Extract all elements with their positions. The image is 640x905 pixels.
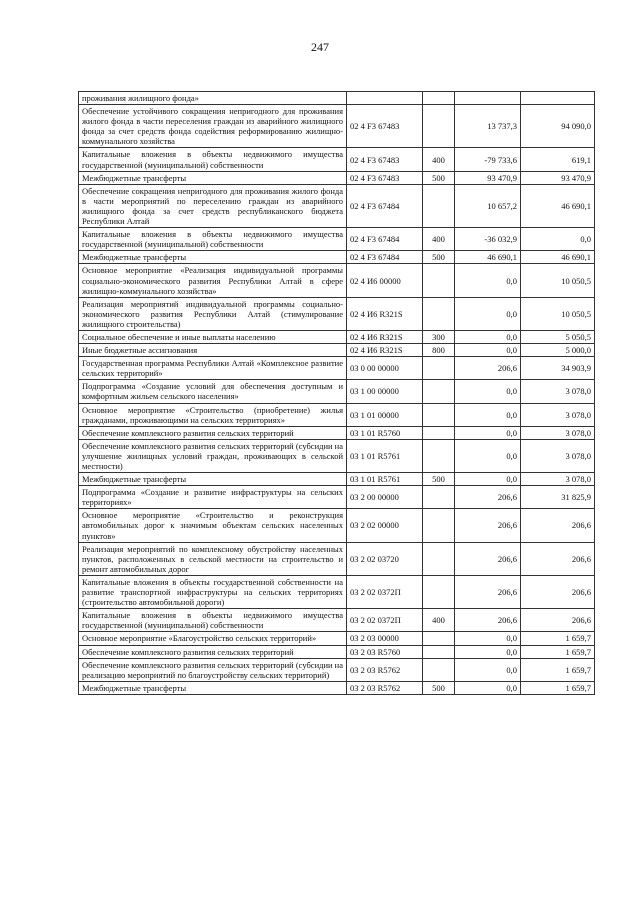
- table-row: [79, 344, 595, 357]
- row-amount-total-cell: 1 659,7: [521, 658, 595, 681]
- row-amount-change-cell: 0,0: [455, 297, 521, 330]
- row-code-cell: 03 1 01 R5761: [347, 439, 423, 472]
- table-row: [79, 509, 595, 542]
- row-expense-type-cell: 500: [423, 171, 455, 184]
- row-expense-type-cell: [423, 403, 455, 426]
- row-code-cell: 02 4 F3 67484: [347, 228, 423, 251]
- row-amount-total-cell: 3 078,0: [521, 426, 595, 439]
- row-amount-total-cell: 3 078,0: [521, 473, 595, 486]
- row-expense-type-cell: [423, 264, 455, 297]
- row-expense-type-cell: [423, 92, 455, 105]
- row-code-cell: 02 4 И6 R321S: [347, 297, 423, 330]
- table-row: [79, 681, 595, 694]
- row-code-cell: 03 2 03 R5762: [347, 681, 423, 694]
- row-expense-type-cell: [423, 357, 455, 380]
- row-amount-total-cell: 94 090,0: [521, 105, 595, 148]
- row-expense-type-cell: [423, 509, 455, 542]
- row-code-cell: 02 4 И6 R321S: [347, 330, 423, 343]
- row-code-cell: 03 1 01 R5761: [347, 473, 423, 486]
- row-amount-total-cell: 206,6: [521, 509, 595, 542]
- row-amount-change-cell: 206,6: [455, 486, 521, 509]
- row-amount-change-cell: 0,0: [455, 344, 521, 357]
- row-code-cell: 03 2 03 R5762: [347, 658, 423, 681]
- row-name-cell: Иные бюджетные ассигнования: [79, 344, 347, 357]
- row-expense-type-cell: 500: [423, 251, 455, 264]
- row-code-cell: 03 1 01 R5760: [347, 426, 423, 439]
- row-amount-total-cell: 0,0: [521, 228, 595, 251]
- row-expense-type-cell: [423, 645, 455, 658]
- table-row: [79, 439, 595, 472]
- row-amount-change-cell: 206,6: [455, 542, 521, 575]
- row-name-cell: Межбюджетные трансферты: [79, 681, 347, 694]
- row-expense-type-cell: 500: [423, 473, 455, 486]
- row-code-cell: 02 4 F3 67483: [347, 171, 423, 184]
- row-expense-type-cell: 800: [423, 344, 455, 357]
- table-row: [79, 486, 595, 509]
- row-name-cell: Основное мероприятие «Благоустройство сельских территорий»: [79, 632, 347, 645]
- table-row: [79, 171, 595, 184]
- row-amount-total-cell: 206,6: [521, 542, 595, 575]
- row-amount-change-cell: 0,0: [455, 439, 521, 472]
- row-code-cell: 02 4 F3 67483: [347, 148, 423, 171]
- row-name-cell: Подпрограмма «Создание и развитие инфраструктуры на сельских территориях»: [79, 486, 347, 509]
- row-amount-total-cell: 46 690,1: [521, 184, 595, 227]
- row-name-cell: Обеспечение комплексного развития сельских территорий: [79, 426, 347, 439]
- row-expense-type-cell: [423, 542, 455, 575]
- row-name-cell: Основное мероприятие «Реализация индивидуальной программы социально-экономического развития Республики Алтай в сфере жилищно-коммунального хозяйства»: [79, 264, 347, 297]
- table-row: [79, 473, 595, 486]
- row-code-cell: 02 4 F3 67484: [347, 251, 423, 264]
- budget-table: [78, 91, 595, 695]
- row-code-cell: 03 2 02 0372П: [347, 575, 423, 608]
- row-code-cell: 03 2 03 00000: [347, 632, 423, 645]
- table-row: [79, 380, 595, 403]
- row-amount-total-cell: 93 470,9: [521, 171, 595, 184]
- row-amount-total-cell: 5 000,0: [521, 344, 595, 357]
- row-expense-type-cell: [423, 426, 455, 439]
- row-amount-change-cell: 0,0: [455, 658, 521, 681]
- row-code-cell: 03 0 00 00000: [347, 357, 423, 380]
- row-name-cell: Обеспечение комплексного развития сельских территорий (субсидии на реализацию мероприятий по благоустройству сельских территорий): [79, 658, 347, 681]
- row-amount-total-cell: 46 690,1: [521, 251, 595, 264]
- row-name-cell: Обеспечение сокращения непригодного для проживания жилого фонда в части мероприятий по переселению граждан из аварийного жилищного фонда за счет средств республиканского бюджета Республики Алтай: [79, 184, 347, 227]
- table-row: [79, 645, 595, 658]
- row-expense-type-cell: [423, 184, 455, 227]
- row-amount-total-cell: 619,1: [521, 148, 595, 171]
- row-code-cell: 02 4 F3 67484: [347, 184, 423, 227]
- table-row: [79, 105, 595, 148]
- row-amount-total-cell: [521, 92, 595, 105]
- row-code-cell: 03 2 02 00000: [347, 509, 423, 542]
- row-code-cell: 03 2 03 R5760: [347, 645, 423, 658]
- row-name-cell: Обеспечение комплексного развития сельских территорий (субсидии на улучшение жилищных условий граждан, проживающих в сельской местности): [79, 439, 347, 472]
- row-expense-type-cell: [423, 486, 455, 509]
- row-amount-total-cell: 3 078,0: [521, 380, 595, 403]
- row-code-cell: 03 1 01 00000: [347, 403, 423, 426]
- row-expense-type-cell: [423, 658, 455, 681]
- row-amount-change-cell: [455, 92, 521, 105]
- row-amount-change-cell: 0,0: [455, 681, 521, 694]
- row-name-cell: Основное мероприятие «Строительство и реконструкция автомобильных дорог к значимым объектам сельских населенных пунктов»: [79, 509, 347, 542]
- row-amount-total-cell: 5 050,5: [521, 330, 595, 343]
- row-amount-total-cell: 3 078,0: [521, 403, 595, 426]
- row-amount-change-cell: 0,0: [455, 645, 521, 658]
- table-row: [79, 426, 595, 439]
- row-amount-change-cell: 206,6: [455, 575, 521, 608]
- row-amount-change-cell: 0,0: [455, 330, 521, 343]
- row-code-cell: 03 2 02 03720: [347, 542, 423, 575]
- table-row: [79, 148, 595, 171]
- row-name-cell: Основное мероприятие «Строительство (приобретение) жилья гражданами, проживающими на сельских территориях»: [79, 403, 347, 426]
- row-code-cell: [347, 92, 423, 105]
- row-amount-total-cell: 10 050,5: [521, 297, 595, 330]
- row-amount-change-cell: 206,6: [455, 357, 521, 380]
- row-name-cell: Социальное обеспечение и иные выплаты населению: [79, 330, 347, 343]
- row-amount-total-cell: 1 659,7: [521, 645, 595, 658]
- row-amount-change-cell: 0,0: [455, 426, 521, 439]
- row-amount-change-cell: -36 032,9: [455, 228, 521, 251]
- row-amount-change-cell: 0,0: [455, 632, 521, 645]
- row-amount-change-cell: 46 690,1: [455, 251, 521, 264]
- row-expense-type-cell: [423, 380, 455, 403]
- row-amount-total-cell: 34 903,9: [521, 357, 595, 380]
- row-amount-change-cell: 0,0: [455, 380, 521, 403]
- row-code-cell: 03 1 00 00000: [347, 380, 423, 403]
- row-amount-total-cell: 206,6: [521, 609, 595, 632]
- row-amount-change-cell: 206,6: [455, 609, 521, 632]
- table-row: [79, 264, 595, 297]
- row-name-cell: Капитальные вложения в объекты недвижимого имущества государственной (муниципальной) собственности: [79, 228, 347, 251]
- row-amount-change-cell: 0,0: [455, 403, 521, 426]
- row-expense-type-cell: [423, 575, 455, 608]
- row-expense-type-cell: [423, 439, 455, 472]
- row-amount-total-cell: 3 078,0: [521, 439, 595, 472]
- row-code-cell: 02 4 И6 00000: [347, 264, 423, 297]
- row-expense-type-cell: 500: [423, 681, 455, 694]
- table-row: [79, 92, 595, 105]
- row-amount-total-cell: 206,6: [521, 575, 595, 608]
- table-row: [79, 297, 595, 330]
- row-expense-type-cell: 400: [423, 228, 455, 251]
- row-name-cell: Реализация мероприятий по комплексному обустройству населенных пунктов, расположенных в сельской местности на строительство и ремонт автомобильных дорог: [79, 542, 347, 575]
- row-amount-change-cell: 10 657,2: [455, 184, 521, 227]
- page-number: 247: [311, 40, 329, 54]
- table-row: [79, 251, 595, 264]
- table-row: [79, 542, 595, 575]
- row-amount-total-cell: 10 050,5: [521, 264, 595, 297]
- row-amount-total-cell: 1 659,7: [521, 632, 595, 645]
- budget-table-body: [79, 92, 595, 695]
- row-expense-type-cell: 400: [423, 609, 455, 632]
- row-name-cell: Межбюджетные трансферты: [79, 251, 347, 264]
- table-row: [79, 330, 595, 343]
- row-expense-type-cell: [423, 297, 455, 330]
- row-amount-change-cell: -79 733,6: [455, 148, 521, 171]
- table-row: [79, 184, 595, 227]
- row-name-cell: Обеспечение комплексного развития сельских территорий: [79, 645, 347, 658]
- row-amount-change-cell: 93 470,9: [455, 171, 521, 184]
- row-amount-change-cell: 13 737,3: [455, 105, 521, 148]
- row-name-cell: Реализация мероприятий индивидуальной программы социально-экономического развития Республики Алтай (стимулирование жилищного строительства): [79, 297, 347, 330]
- row-expense-type-cell: [423, 632, 455, 645]
- row-name-cell: Капитальные вложения в объекты государственной собственности на развитие транспортной инфраструктуры на сельских территориях (строительство автомобильной дороги): [79, 575, 347, 608]
- row-expense-type-cell: 400: [423, 148, 455, 171]
- row-name-cell: Обеспечение устойчивого сокращения непригодного для проживания жилого фонда в части переселения граждан из аварийного жилищного фонда за счет средств фонда содействия реформированию жилищно-коммунального хозяйства: [79, 105, 347, 148]
- row-expense-type-cell: 300: [423, 330, 455, 343]
- row-code-cell: 03 2 00 00000: [347, 486, 423, 509]
- table-row: [79, 403, 595, 426]
- row-amount-change-cell: 206,6: [455, 509, 521, 542]
- table-row: [79, 228, 595, 251]
- row-amount-change-cell: 0,0: [455, 473, 521, 486]
- row-name-cell: Капитальные вложения в объекты недвижимого имущества государственной (муниципальной) собственности: [79, 148, 347, 171]
- row-code-cell: 02 4 И6 R321S: [347, 344, 423, 357]
- table-row: [79, 658, 595, 681]
- row-amount-change-cell: 0,0: [455, 264, 521, 297]
- row-name-cell: Капитальные вложения в объекты недвижимого имущества государственной (муниципальной) собственности: [79, 609, 347, 632]
- row-amount-total-cell: 31 825,9: [521, 486, 595, 509]
- row-name-cell: Подпрограмма «Создание условий для обеспечения доступным и комфортным жильем сельского населения»: [79, 380, 347, 403]
- table-row: [79, 609, 595, 632]
- table-row: [79, 632, 595, 645]
- row-name-cell: Межбюджетные трансферты: [79, 473, 347, 486]
- row-name-cell: Государственная программа Республики Алтай «Комплексное развитие сельских территорий»: [79, 357, 347, 380]
- table-row: [79, 575, 595, 608]
- row-expense-type-cell: [423, 105, 455, 148]
- table-row: [79, 357, 595, 380]
- row-code-cell: 02 4 F3 67483: [347, 105, 423, 148]
- row-name-cell: проживания жилищного фонда»: [79, 92, 347, 105]
- row-name-cell: Межбюджетные трансферты: [79, 171, 347, 184]
- row-amount-total-cell: 1 659,7: [521, 681, 595, 694]
- row-code-cell: 03 2 02 0372П: [347, 609, 423, 632]
